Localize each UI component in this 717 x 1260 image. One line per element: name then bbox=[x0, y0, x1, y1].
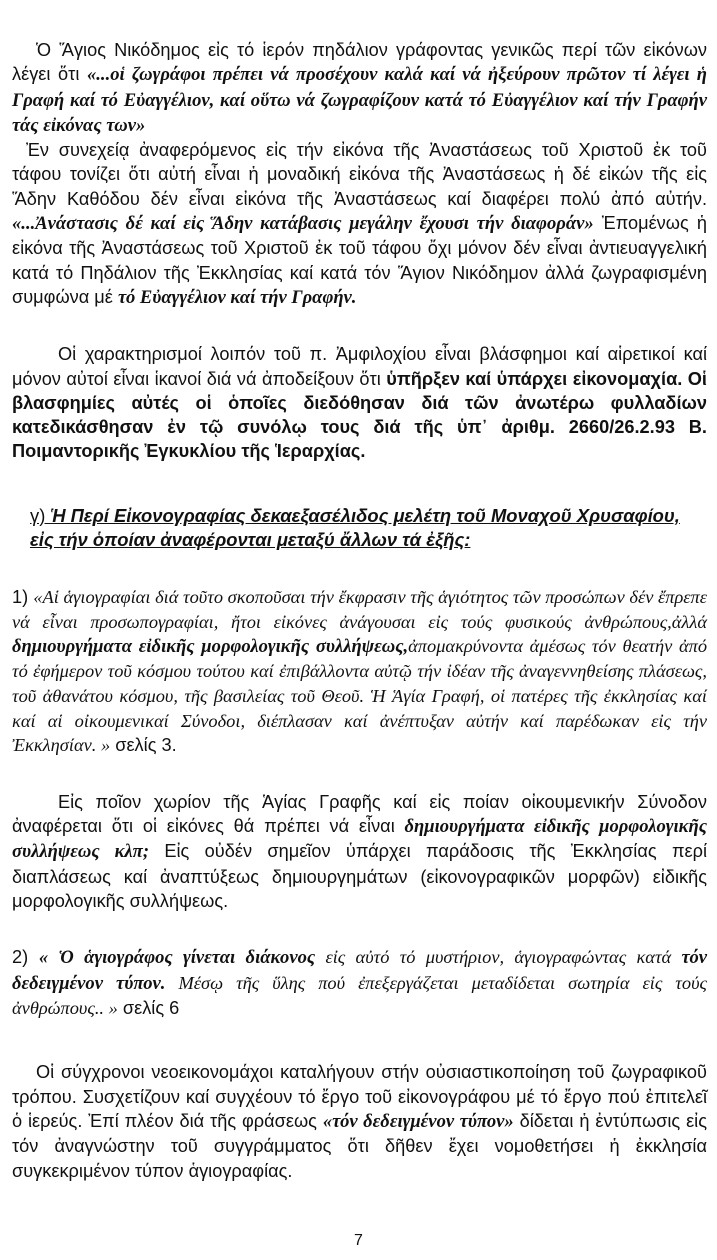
question-emphasis: δημιουργήματα εἰδικῆς μορφολογικῆς συλλήψεως κλπ; bbox=[12, 816, 707, 863]
paragraph-text: Οἱ σύγχρονοι νεοεικονομάχοι καταλήγουν στήν οὐσιαστικοποίηση τοῦ ζωγραφικοῦ τρόπου. Συσχετίζουν καί συγχέουν τό ἔργο τοῦ εἰκονογράφου μέ τό ἔργο πού ἐπιτελεῖ ὁ ἱερεύς. Ἐπί πλέον διά τῆς φράσεως bbox=[12, 1062, 707, 1132]
bold-statement: ὑπῆρξεν καί ὑπάρχει εἰκονομαχία. Οἱ βλασφημίες αὐτές οἱ ὁποῖες διεδόθησαν διά τῶν ἀνωτέρω φυλλαδίων κατεδικάσθησαν ἐν τῷ συνόλῳ τους διά τῆς ὑπ᾽ ἀριθμ. 2660/26.2.93 Β. Ποιμαντορικῆς Ἐγκυκλίου τῆς Ἱεραρχίας. bbox=[12, 368, 707, 462]
page-reference: σελίς 6 bbox=[117, 997, 180, 1018]
paragraph-amfilochios bbox=[12, 342, 707, 463]
section-title: Ἡ Περί Εἰκονογραφίας δεκαεξασέλιδος μελέτη τοῦ Μοναχοῦ Χρυσαφίου, εἰς τήν ὁποίαν ἀναφέρονται μεταξύ ἄλλων τά ἐξῆς: bbox=[30, 504, 680, 551]
quote-emphasis: « Ὁ ἁγιογράφος γίνεται διάκονος bbox=[38, 947, 316, 969]
anastasis-quote: «...Ἀνάστασις δέ καί εἰς Ἅδην κατάβασις μεγάλην ἔχουσι τήν διαφοράν» bbox=[12, 213, 594, 235]
section-heading bbox=[12, 504, 707, 553]
paragraph-text: Ἐν συνεχείᾳ ἀναφερόμενος εἰς τήν εἰκόνα τῆς Ἀναστάσεως τοῦ Χριστοῦ ἐκ τοῦ τάφου τονίζει ὅτι αὐτή εἶναι ἡ μοναδική εἰκόνα τῆς Ἀναστάσεως ἡ δέ εἰκών τῆς εἰς Ἅδην Καθόδου δέν εἶναι εἰκόνα τῆς Ἀναστάσεως καί διαφέρει πολύ ἀπό αὐτήν. bbox=[12, 140, 707, 209]
section-label: γ) bbox=[30, 504, 51, 526]
page-reference: σελίς 3. bbox=[110, 735, 177, 756]
paragraph-text: δίδεται ἡ ἐντύπωσις εἰς τόν ἀναγνώστην τοῦ συγγράμματος ὅτι δῆθεν ἔχει νομοθετήσει ἡ ἐκκλησία συγκεκριμένον τύπον ἁγιογραφίας. bbox=[12, 1111, 707, 1181]
item-number: 2) bbox=[12, 947, 39, 968]
paragraph-text: Εἰς ποῖον χωρίον τῆς Ἁγίας Γραφῆς καί εἰς ποίαν οἰκουμενικήν Σύνοδον ἀναφέρεται ὅτι οἱ εἰκόνες θά πρέπει νά εἶναι bbox=[12, 791, 707, 837]
quote-emphasis: τόν δεδειγμένον τύπον. bbox=[12, 947, 708, 994]
paragraph-nikodemos-pedalion bbox=[12, 38, 707, 138]
paragraph-text: Εἰς οὐδέν σημεῖον ὑπάρχει παράδοσις τῆς Ἐκκλησίας περί διαπλάσεως καί ἀναπτύξεως δημιουργημάτων (εἰκονογραφικῶν μορφῶν) εἰδικῆς μορφολογικῆς συλλήψεως. bbox=[12, 841, 707, 911]
pedalion-quote: «...οἱ ζωγράφοι πρέπει νά προσέχουν καλά καί νά ἠξεύρουν πρῶτον τί λέγει ἡ Γραφή καί τό Εὐαγγέλιον, καί οὕτω νά ζωγραφίζουν κατά τό Εὐαγγέλιον καί τήν Γραφήν τάς εἰκόνας των» bbox=[12, 64, 707, 136]
paragraph-text: Ὁ Ἅγιος Νικόδημος εἰς τό ἱερόν πηδάλιον γράφοντας γενικῶς περί τῶν εἰκόνων λέγει ὅτι bbox=[12, 40, 707, 85]
quote-text: εἰς αὐτό τό μυστήριον, ἁγιογραφώντας κατά bbox=[315, 947, 682, 968]
gospel-phrase: τό Εὐαγγέλιον καί τήν Γραφήν. bbox=[117, 286, 357, 308]
paragraph-text: Ἐπομένως ἡ εἰκόνα τῆς Ἀναστάσεως τοῦ Χριστοῦ ἐκ τοῦ τάφου ὄχι μόνον δέν εἶναι ἀντιευαγγελική κατά τό Πηδάλιον τῆς Ἐκκλησίας καί κατά τόν Ἅγιον Νικόδημον ἀλλά ζωγραφισμένη συμφώνα μέ bbox=[12, 213, 707, 307]
quote-item-2 bbox=[12, 945, 707, 1020]
paragraph-resurrection-icon bbox=[12, 138, 707, 310]
quote-emphasis: δημιουργήματα εἰδικῆς μορφολογικῆς συλλήψεως, bbox=[12, 636, 409, 658]
page-body bbox=[12, 38, 707, 1183]
quote-text: ἀπομακρύνοντα ἀμέσως τόν θεατήν ἀπό τό ἐφήμερον τοῦ κόσμου τούτου καί ἐπιβάλλοντα αὐτῷ τήν ἰδέαν τῆς ἀναγεννηθείσης πλάσεως, τοῦ ἀθανάτου κόσμου, τῆς βασιλείας τοῦ Θεοῦ. Ἡ Ἁγία Γραφή, οἱ πατέρες τῆς ἐκκλησίας καί καί αἱ οἰκουμενικαί Σύνοδοι, διέπλασαν καί ἀνέπτυξαν αὐτήν καί παρέδωκαν εἰς τήν Ἐκκλησίαν. » bbox=[12, 636, 708, 756]
item-number: 1) bbox=[12, 586, 34, 607]
quote-item-1 bbox=[12, 585, 707, 758]
paragraph-iconoclasts bbox=[12, 1060, 707, 1182]
page-number: 7 bbox=[354, 1232, 363, 1249]
phrase-quote: «τόν δεδειγμένον τύπον» bbox=[322, 1111, 514, 1133]
quote-text: «Αἱ ἁγιογραφίαι διά τοῦτο σκοποῦσαι τήν ἔκφρασιν τῆς ἁγιότητος τῶν προσώπων δέν ἔπρεπε νά εἶναι προσωπογραφίαι, ἤτοι εἰκόνες ἀνάγουσαι εἰς τούς φυσικούς ἀνθρώπους,ἀλλά bbox=[12, 586, 707, 632]
paragraph-text: Οἱ χαρακτηρισμοί λοιπόν τοῦ π. Ἀμφιλοχίου εἶναι βλάσφημοι καί αἱρετικοί καί μόνον αὐτοί εἶναι ἱκανοί διά νά ἀποδείξουν ὅτι bbox=[12, 344, 707, 389]
quote-text: Μέσῳ τῆς ὕλης πού ἐπεξεργάζεται μεταδίδεται σωτηρία εἰς τούς ἀνθρώπους.. » bbox=[12, 972, 707, 1018]
paragraph-question bbox=[12, 790, 707, 913]
